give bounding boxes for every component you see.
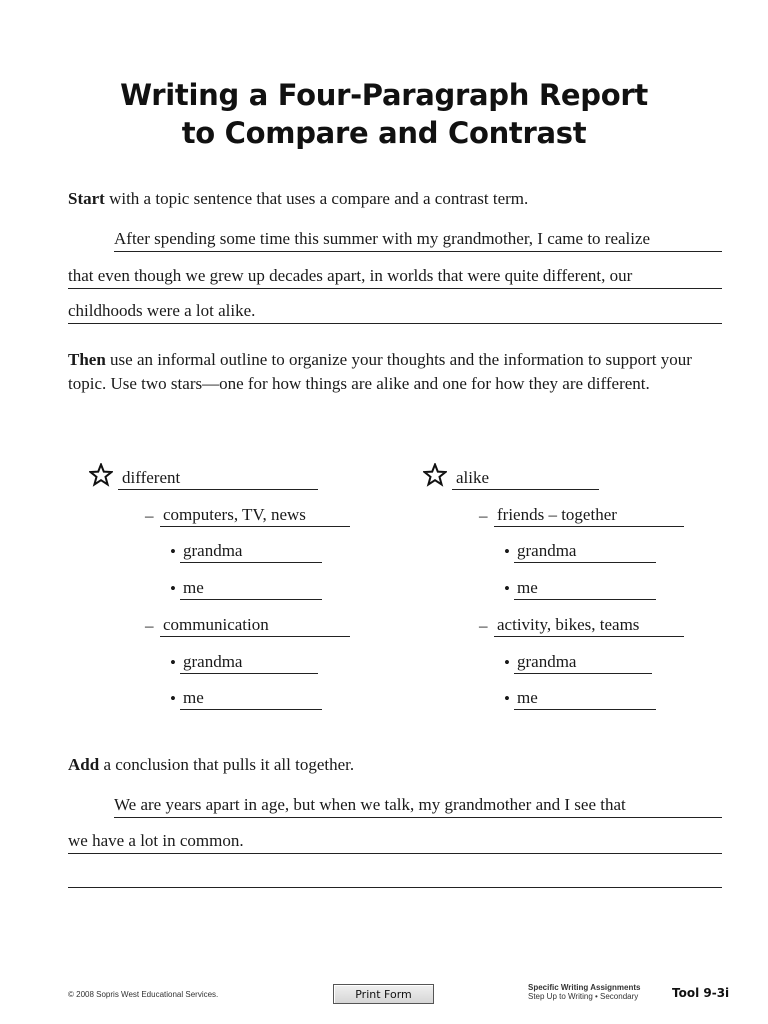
- topic-sentence-line-1[interactable]: [114, 227, 722, 252]
- bullet: •: [170, 579, 176, 598]
- add-lead: Add: [68, 755, 100, 774]
- series-info: [528, 983, 640, 1001]
- right-topic-1-bullet-1-text: grandma: [517, 541, 577, 560]
- right-topic-2-bullet-1-field[interactable]: [514, 651, 652, 674]
- right-dash-1: –: [479, 506, 488, 525]
- copyright: © 2008 Sopris West Educational Services.: [68, 990, 219, 999]
- left-star-label: different: [122, 468, 181, 487]
- topic-sentence-line-3[interactable]: [68, 299, 722, 324]
- right-topic-2-bullet-2-field[interactable]: [514, 687, 656, 710]
- left-dash-2: –: [145, 616, 154, 635]
- bullet: •: [170, 689, 176, 708]
- star-outline-icon: [423, 463, 447, 487]
- right-star-label: alike: [456, 468, 490, 487]
- left-topic-1-text: computers, TV, news: [163, 505, 306, 524]
- right-dash-2: –: [479, 616, 488, 635]
- bullet: •: [504, 579, 510, 598]
- left-topic-2-text: communication: [163, 615, 269, 634]
- right-topic-1-bullet-2-field[interactable]: [514, 577, 656, 600]
- title-line-1: Writing a Four-Paragraph Report: [120, 78, 648, 112]
- topic-sentence-text-3: childhoods were a lot alike.: [68, 301, 256, 320]
- then-text: use an informal outline to organize your thoughts and the information to support your topic. Use two stars—one for how things are alike and one for how they are different.: [68, 350, 692, 393]
- left-topic-2-bullet-1-text: grandma: [183, 652, 243, 671]
- star-outline-icon: [89, 463, 113, 487]
- start-lead: Start: [68, 189, 105, 208]
- conclusion-text-1: We are years apart in age, but when we talk, my grandmother and I see that: [114, 795, 626, 814]
- right-topic-2-bullet-2-text: me: [517, 688, 538, 707]
- left-topic-2-field[interactable]: [160, 614, 350, 637]
- then-lead: Then: [68, 350, 106, 369]
- conclusion-text-2: we have a lot in common.: [68, 831, 244, 850]
- topic-sentence-line-2[interactable]: [68, 264, 722, 289]
- series-title: Specific Writing Assignments: [528, 983, 641, 992]
- left-dash-1: –: [145, 506, 154, 525]
- left-topic-2-bullet-1-field[interactable]: [180, 651, 318, 674]
- right-topic-2-text: activity, bikes, teams: [497, 615, 640, 634]
- series-subtitle: Step Up to Writing • Secondary: [528, 992, 639, 1001]
- conclusion-line-2[interactable]: [68, 829, 722, 854]
- page-title: [0, 76, 768, 152]
- bullet: •: [170, 542, 176, 561]
- conclusion-line-1[interactable]: [114, 793, 722, 818]
- right-topic-1-text: friends – together: [497, 505, 617, 524]
- right-topic-1-bullet-1-field[interactable]: [514, 540, 656, 563]
- add-text: a conclusion that pulls it all together.: [99, 755, 355, 774]
- left-topic-1-bullet-1-text: grandma: [183, 541, 243, 560]
- start-instruction: [68, 187, 728, 211]
- topic-sentence-text-2: that even though we grew up decades apart, in worlds that were quite different, our: [68, 266, 633, 285]
- right-topic-1-bullet-2-text: me: [517, 578, 538, 597]
- left-topic-1-bullet-2-text: me: [183, 578, 204, 597]
- title-line-2: to Compare and Contrast: [181, 116, 587, 150]
- left-topic-2-bullet-2-text: me: [183, 688, 204, 707]
- right-topic-2-bullet-1-text: grandma: [517, 652, 577, 671]
- left-topic-1-bullet-2-field[interactable]: [180, 577, 322, 600]
- print-form-button[interactable]: Print Form: [333, 984, 434, 1004]
- tool-number: Tool 9-3i: [672, 986, 730, 1000]
- left-topic-2-bullet-2-field[interactable]: [180, 687, 322, 710]
- left-topic-1-field[interactable]: [160, 504, 350, 527]
- bullet: •: [504, 689, 510, 708]
- then-instruction: [68, 348, 728, 396]
- bullet: •: [170, 653, 176, 672]
- conclusion-line-3[interactable]: [68, 863, 722, 888]
- left-topic-1-bullet-1-field[interactable]: [180, 540, 322, 563]
- add-instruction: [68, 753, 728, 777]
- start-text: with a topic sentence that uses a compare and a contrast term.: [104, 189, 529, 208]
- right-topic-1-field[interactable]: [494, 504, 684, 527]
- left-star-field[interactable]: [118, 467, 318, 490]
- right-star-field[interactable]: [452, 467, 599, 490]
- topic-sentence-text-1: After spending some time this summer with my grandmother, I came to realize: [114, 229, 651, 248]
- right-topic-2-field[interactable]: [494, 614, 684, 637]
- bullet: •: [504, 653, 510, 672]
- bullet: •: [504, 542, 510, 561]
